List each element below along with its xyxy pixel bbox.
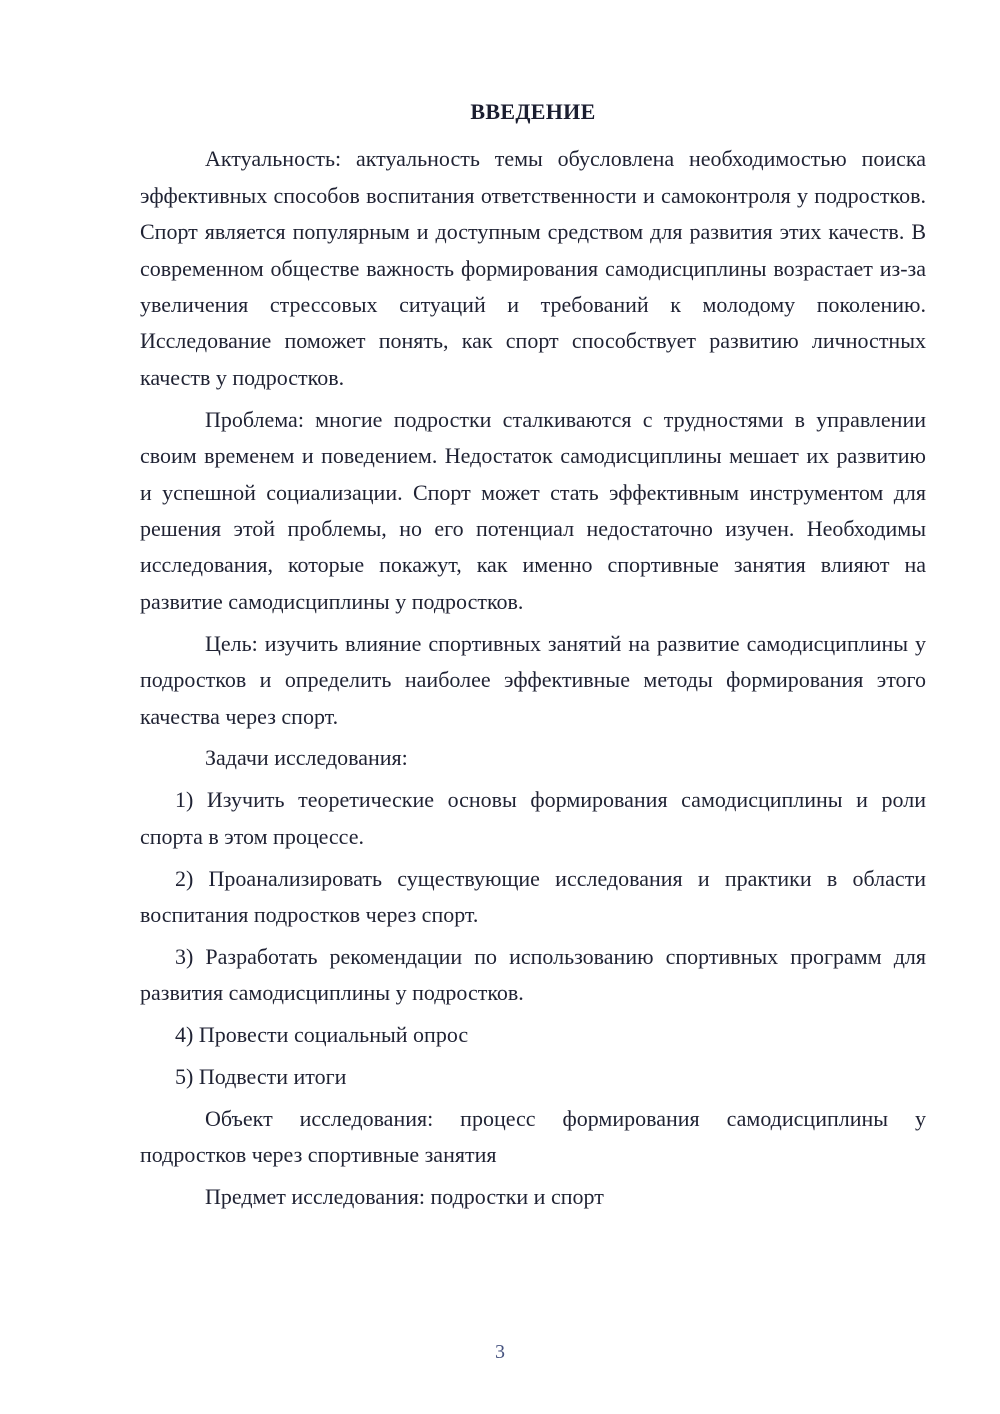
task-item-4: 4) Провести социальный опрос (175, 1022, 469, 1048)
tasks-heading: Задачи исследования: (205, 745, 408, 771)
task-item-2: 2) Проанализировать существующие исследования и практики в области воспитания подростков через спорт. (140, 865, 926, 928)
paragraph-relevance: Актуальность: актуальность темы обусловлена необходимостью поиска эффективных способов воспитания ответственности и самоконтроля у подростков. Спорт является популярным и доступным средством для развития этих качеств. В современном обществе важность формирования самодисциплины возрастает из-за увеличения стрессовых ситуаций и требований к молодому поколению. Исследование поможет понять, как спорт способствует развитию личностных качеств у подростков. (140, 146, 926, 390)
page-number: 3 (495, 1341, 505, 1363)
task-item-3: 3) Разработать рекомендации по использованию спортивных программ для развития самодисциплины у подростков. (140, 943, 926, 1006)
task-item-1: 1) Изучить теоретические основы формирования самодисциплины и роли спорта в этом процессе. (140, 787, 926, 849)
paragraph-object: Объект исследования: процесс формирования самодисциплины у подростков через спортивные занятия (140, 1106, 926, 1168)
task-item-5: 5) Подвести итоги (175, 1064, 347, 1090)
paragraph-problem: Проблема: многие подростки сталкиваются с трудностями в управлении своим временем и поведением. Недостаток самодисциплины мешает их развитию и успешной социализации. Спорт может стать эффективным инструментом для решения этой проблемы, но его потенциал недостаточно изучен. Необходимы исследования, которые покажут, как именно спортивные занятия влияют на развитие самодисциплины у подростков. (140, 406, 926, 614)
paragraph-goal: Цель: изучить влияние спортивных занятий на развитие самодисциплины у подростков и определить наиболее эффективные методы формирования этого качества через спорт. (140, 630, 926, 729)
document-content (140, 94, 926, 1221)
page-title: ВВЕДЕНИЕ (470, 99, 596, 124)
paragraph-subject: Предмет исследования: подростки и спорт (205, 1184, 604, 1210)
